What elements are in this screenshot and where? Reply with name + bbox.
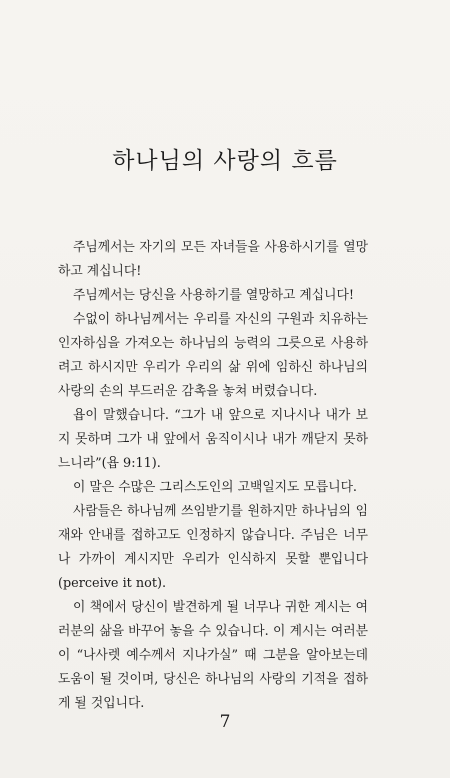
paragraph: 수없이 하나님께서는 우리를 자신의 구원과 치유하는 인자하심을 가져오는 하나님의 능력의 그릇으로 사용하려고 하시지만 우리가 우리의 삶 위에 임하신 하나님의 사랑의 손의 부드러운 감촉을 놓쳐 버렸습니다. <box>58 312 368 399</box>
paragraph: 주님께서는 자기의 모든 자녀들을 사용하시기를 열망하고 계십니다! <box>58 240 368 279</box>
paragraph: 욥이 말했습니다. “그가 내 앞으로 지나시나 내가 보지 못하며 그가 내 앞에서 움직이시나 내가 깨닫지 못하느니라”(욥 9:11). <box>58 408 368 471</box>
page-number: 7 <box>219 712 231 732</box>
chapter-title: 하나님의 사랑의 흐름 <box>112 148 338 174</box>
paragraph: 이 말은 수많은 그리스도인의 고백일지도 모릅니다. <box>73 480 358 495</box>
chapter-body <box>58 236 368 716</box>
paragraph: 이 책에서 당신이 발견하게 될 너무나 귀한 계시는 여러분의 삶을 바꾸어 놓을 수 있습니다. 이 계시는 여러분이 “나사렛 예수께서 지나가실” 때 그분을 알아보는데 도움이 될 것이며, 당신은 하나님의 사랑의 기적을 접하게 될 것입니다. <box>58 600 368 711</box>
paragraph: 주님께서는 당신을 사용하기를 열망하고 계십니다! <box>73 288 355 303</box>
paragraph: 사람들은 하나님께 쓰임받기를 원하지만 하나님의 임재와 안내를 접하고도 인정하지 않습니다. 주님은 너무나 가까이 계시지만 우리가 인식하지 못할 뿐입니다(perceive it not). <box>58 504 368 591</box>
